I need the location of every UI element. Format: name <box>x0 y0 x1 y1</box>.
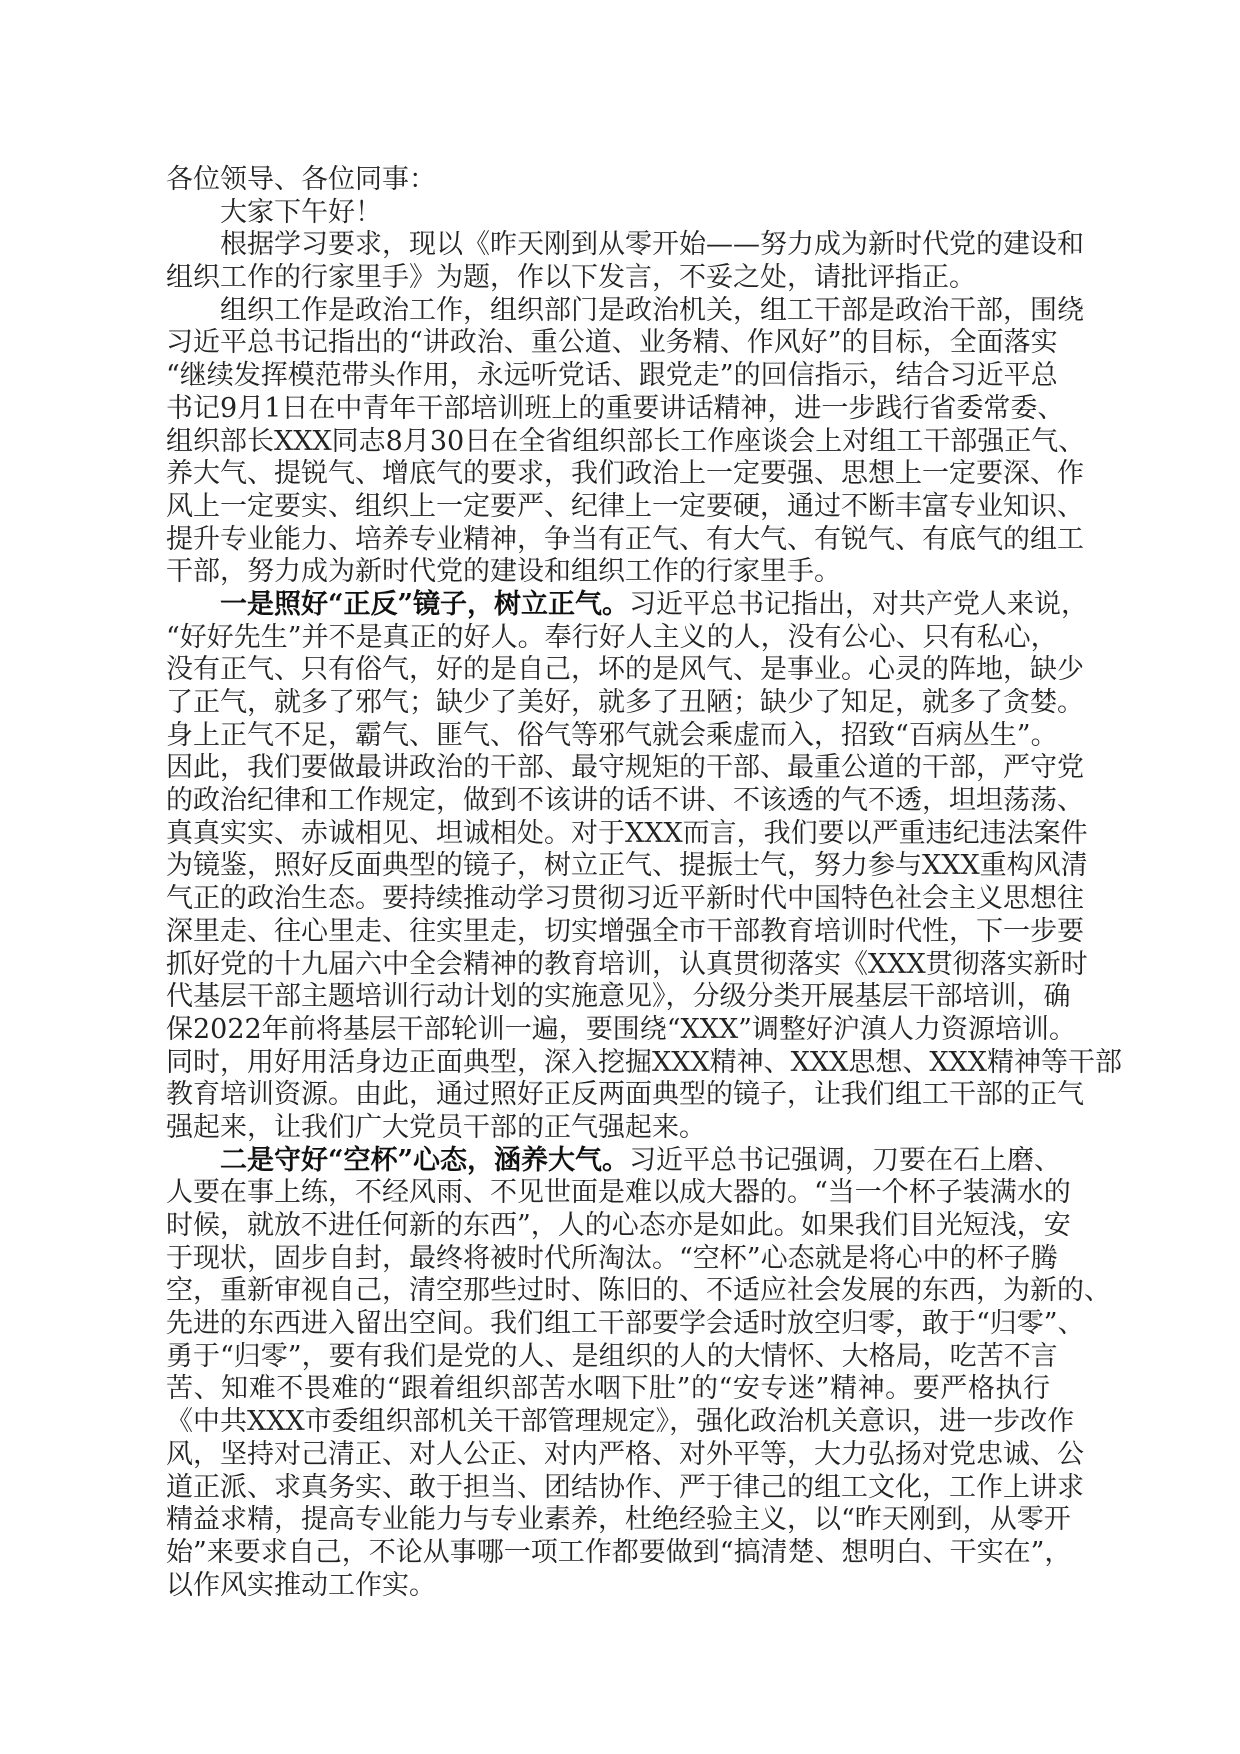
text-line <box>166 850 1088 883</box>
text-line <box>166 1242 1058 1276</box>
line-text: 组织部长XXX同志8月30日在全省组织部长工作座谈会上对组工干部强正气、 <box>166 425 1086 457</box>
paragraph <box>166 164 1050 197</box>
line-text: 习近平总书记指出的“讲政治、重公道、业务精、作风好”的目标，全面落实 <box>166 327 1058 359</box>
paragraph <box>166 229 1084 294</box>
line-text: 习近平总书记指出，对共产党人来说， <box>629 588 1089 620</box>
text-line <box>166 1079 1084 1112</box>
line-text: 精益求精，提高专业能力与专业素养，杜绝经验主义，以“昨天刚到，从零开 <box>166 1504 1071 1536</box>
line-text: 了正气，就多了邪气；缺少了美好，就多了丑陋；缺少了知足，就多了贪婪。 <box>166 687 1084 718</box>
line-text: 根据学习要求，现以《昨天刚到从零开始——努力成为新时代党的建设和 <box>220 229 1084 261</box>
text-line <box>166 360 1058 393</box>
text-line <box>166 1536 1072 1570</box>
text-line <box>166 164 1050 197</box>
text-line <box>166 197 1050 230</box>
line-text: 书记9月1日在中青年干部培训班上的重要讲话精神，进一步践行省委常委、 <box>166 392 1065 424</box>
text-line <box>166 490 1084 524</box>
text-line <box>166 981 1071 1014</box>
text-line <box>166 1210 1071 1243</box>
text-line <box>166 687 1084 720</box>
text-line <box>166 817 1088 851</box>
paragraph <box>166 197 1050 230</box>
text-line <box>166 588 1089 622</box>
text-line <box>166 1438 1084 1472</box>
text-line <box>166 883 1084 916</box>
paragraph <box>166 1144 1111 1603</box>
line-text: 以作风实推动工作实。 <box>166 1569 436 1601</box>
paragraph-heading: 二是守好“空杯”心态，涵养大气。 <box>220 1144 630 1176</box>
line-text: 大家下午好！ <box>220 196 382 228</box>
line-text: 人要在事上练，不经风雨、不见世面是难以成大器的。“当一个杯子装满水的 <box>166 1177 1071 1209</box>
text-line <box>166 1471 1084 1505</box>
line-text: 勇于“归零”，要有我们是党的人、是组织的人的大情怀、大格局，吃苦不言 <box>166 1340 1058 1372</box>
line-text: 风上一定要实、组织上一定要严、纪律上一定要硬，通过不断丰富专业知识、 <box>166 490 1084 522</box>
line-text: 风，坚持对己清正、对人公正、对内严格、对外平等，大力弘扬对党忠诚、公 <box>166 1438 1084 1470</box>
line-text: 因此，我们要做最讲政治的干部、最守规矩的干部、最重公道的干部，严守党 <box>166 752 1084 784</box>
text-line <box>166 458 1084 491</box>
line-text: 苦、知难不畏难的“跟着组织部苦水咽下肚”的“安专迷”精神。要严格执行 <box>166 1373 1050 1405</box>
paragraph-heading: 一是照好“正反”镜子，树立正气。 <box>220 588 630 620</box>
text-line <box>166 1112 1050 1145</box>
text-line <box>166 1144 1062 1178</box>
text-line <box>166 1504 1071 1537</box>
text-line <box>166 556 1050 589</box>
text-line <box>166 621 1058 655</box>
paragraph <box>166 294 1086 589</box>
text-line <box>166 1570 1050 1603</box>
text-line <box>166 1308 1085 1341</box>
text-line <box>166 229 1084 262</box>
line-text: 各位领导、各位同事： <box>166 164 436 195</box>
line-text: 真真实实、赤诚相见、坦诚相处。对于XXX而言，我们要以严重违纪违法案件 <box>166 817 1088 849</box>
line-text: 教育培训资源。由此，通过照好正反两面典型的镜子，让我们组工干部的正气 <box>166 1079 1084 1111</box>
document-body <box>166 164 1122 1602</box>
line-text: 提升专业能力、培养专业精神，争当有正气、有大气、有锐气、有底气的组工 <box>166 523 1084 555</box>
text-line <box>166 719 1058 753</box>
text-line <box>166 1406 1075 1439</box>
line-text: 始”来要求自己，不论从事哪一项工作都要做到“搞清楚、想明白、干实在”， <box>166 1536 1072 1568</box>
text-line <box>166 327 1058 360</box>
line-text: 没有正气、只有俗气，好的是自己，坏的是风气、是事业。心灵的阵地，缺少 <box>166 654 1084 686</box>
line-text: 代基层干部主题培训行动计划的实施意见》，分级分类开展基层干部培训，确 <box>166 981 1071 1013</box>
line-text: 于现状，固步自封，最终将被时代所淘汰。“空杯”心态就是将心中的杯子腾 <box>166 1242 1058 1274</box>
text-line <box>166 294 1084 328</box>
line-text: 为镜鉴，照好反面典型的镜子，树立正气、提振士气，努力参与XXX重构风清 <box>166 850 1088 882</box>
text-line <box>166 1046 1122 1080</box>
line-text: 气正的政治生态。要持续推动学习贯彻习近平新时代中国特色社会主义思想往 <box>166 883 1084 915</box>
line-text: 同时，用好用活身边正面典型，深入挖掘XXX精神、XXX思想、XXX精神等干部 <box>166 1046 1122 1078</box>
line-text: “好好先生”并不是真正的好人。奉行好人主义的人，没有公心、只有私心， <box>166 621 1058 653</box>
line-text: 抓好党的十九届六中全会精神的教育培训，认真贯彻落实《XXX贯彻落实新时 <box>166 948 1088 980</box>
line-text: 强起来，让我们广大党员干部的正气强起来。 <box>166 1111 706 1143</box>
text-line <box>166 392 1065 426</box>
text-line <box>166 948 1088 982</box>
text-line <box>166 752 1084 785</box>
line-text: 组织工作是政治工作，组织部门是政治机关，组工干部是政治干部，围绕 <box>220 294 1084 326</box>
line-text: “继续发挥模范带头作用，永远听党话、跟党走”的回信指示，结合习近平总 <box>166 360 1058 392</box>
text-line <box>166 1340 1058 1374</box>
line-text: 干部，努力成为新时代党的建设和组织工作的行家里手。 <box>166 556 841 588</box>
line-text: 《中共XXX市委组织部机关干部管理规定》，强化政治机关意识，进一步改作 <box>166 1406 1075 1438</box>
text-line <box>166 785 1084 818</box>
text-line <box>166 262 1050 295</box>
line-text: 先进的东西进入留出空间。我们组工干部要学会适时放空归零，敢于“归零”、 <box>166 1308 1085 1340</box>
paragraph <box>166 588 1122 1145</box>
line-text: 时候，就放不进任何新的东西”，人的心态亦是如此。如果我们目光短浅，安 <box>166 1210 1071 1241</box>
line-text: 保2022年前将基层干部轮训一遍，要围绕“XXX”调整好沪滇人力资源培训。 <box>166 1013 1076 1045</box>
text-line <box>166 654 1084 687</box>
text-line <box>166 1373 1050 1406</box>
line-text: 习近平总书记强调，刀要在石上磨、 <box>629 1144 1062 1176</box>
line-text: 身上正气不足，霸气、匪气、俗气等邪气就会乘虚而入，招致“百病丛生”。 <box>166 719 1058 751</box>
line-text: 的政治纪律和工作规定，做到不该讲的话不讲、不该透的气不透，坦坦荡荡、 <box>166 785 1084 817</box>
line-text: 深里走、往心里走、往实里走，切实增强全市干部教育培训时代性，下一步要 <box>166 915 1084 947</box>
text-line <box>166 1177 1071 1210</box>
line-text: 组织工作的行家里手》为题，作以下发言，不妥之处，请批评指正。 <box>166 262 976 294</box>
line-text: 养大气、提锐气、增底气的要求，我们政治上一定要强、思想上一定要深、作 <box>166 458 1084 490</box>
text-line <box>166 1275 1111 1308</box>
line-text: 空，重新审视自己，清空那些过时、陈旧的、不适应社会发展的东西，为新的、 <box>166 1275 1111 1307</box>
text-line <box>166 1013 1076 1047</box>
text-line <box>166 915 1084 949</box>
text-line <box>166 523 1084 557</box>
text-line <box>166 425 1086 459</box>
line-text: 道正派、求真务实、敢于担当、团结协作、严于律己的组工文化，工作上讲求 <box>166 1471 1084 1503</box>
